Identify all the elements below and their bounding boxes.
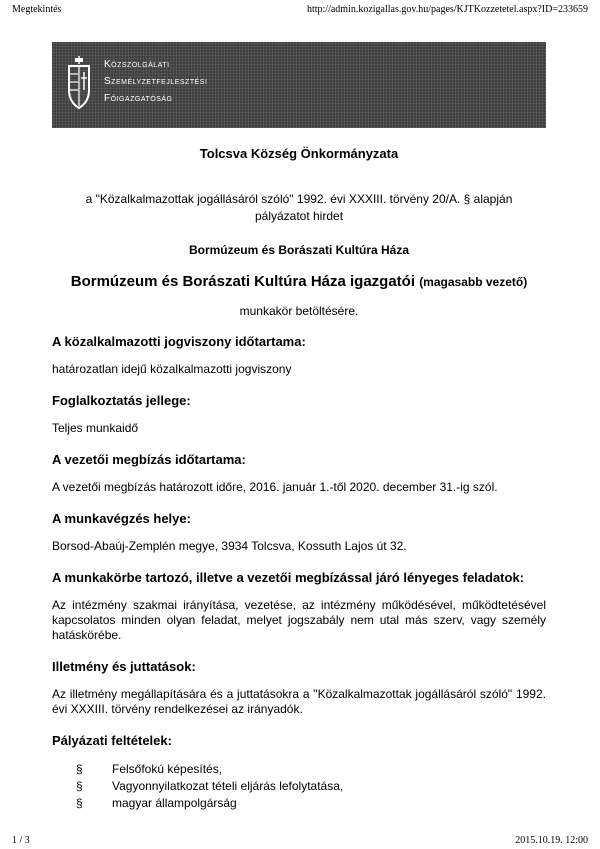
conditions-list [52,762,546,810]
legal-basis-line: a "Közalkalmazottak jogállásáról szóló" 1992. évi XXXIII. törvény 20/A. § alapján [85,192,513,206]
section-body: A vezetői megbízás határozott időre, 2016. január 1.-től 2020. december 31.-ig szól. [52,480,498,494]
print-page-title: Megtekintés [12,4,62,15]
agency-name-line: Személyzetfejlesztési [104,76,208,87]
agency-name-line: Főigazgatóság [104,93,173,104]
position-level: (magasabb vezető) [419,275,528,289]
section-heading: Pályázati feltételek: [52,733,172,748]
print-datetime: 2015.10.19. 12:00 [515,835,588,846]
agency-banner [52,42,546,128]
coat-of-arms-icon [66,56,92,114]
section-heading: A munkavégzés helye: [52,511,191,526]
section-body: Az intézmény szakmai irányítása, vezetése, az intézmény működésével, működtetésével kapcsolatos minden olyan feladat, melyet jogszabály nem utal más szerv, vagy személy hatáskörébe. [52,598,546,642]
organization-name: Tolcsva Község Önkormányzata [199,146,399,161]
job-posting [52,146,546,813]
section-heading: Illetmény és juttatások: [52,659,196,674]
section-body: Az illetmény megállapítására és a juttatásokra a "Közalkalmazottak jogállásáról szóló" 1992. évi XXXIII. törvény rendelkezései az irányadók. [52,687,546,716]
section-mark: § [76,779,83,793]
condition-text: magyar állampolgárság [112,796,237,810]
condition-text: Vagyonnyilatkozat tételi eljárás lefolytatása, [112,779,344,793]
institution-name: Bormúzeum és Borászati Kultúra Háza [188,243,410,257]
list-item [76,796,546,810]
legal-basis-line: pályázatot hirdet [254,209,344,223]
section-mark: § [76,796,83,810]
condition-text: Felsőfokú képesítés, [112,762,223,776]
section-body: Borsod-Abaúj-Zemplén megye, 3934 Tolcsva, Kossuth Lajos út 32. [52,539,407,553]
position-fill-text: munkakör betöltésére. [239,304,359,318]
section-heading: Foglalkoztatás jellege: [52,393,191,408]
section-body: határozatlan idejű közalkalmazotti jogviszony [52,362,292,376]
page-counter: 1 / 3 [12,835,30,846]
list-item [76,762,546,776]
agency-name [104,56,207,107]
print-url: http://admin.kozigallas.gov.hu/pages/KJTKozzetetel.aspx?ID=233659 [306,4,588,15]
section-mark: § [76,762,83,776]
section-heading: A munkakörbe tartozó, illetve a vezetői megbízással járó lényeges feladatok: [52,570,525,585]
position-title-text: Bormúzeum és Borászati Kultúra Háza igazgatói [70,273,416,290]
section-heading: A közalkalmazotti jogviszony időtartama: [52,334,306,349]
section-heading: A vezetői megbízás időtartama: [52,452,246,467]
section-body: Teljes munkaidő [52,421,139,435]
agency-name-line: Közszolgálati [104,59,170,70]
legal-basis [52,191,546,225]
list-item [76,779,546,793]
position-title [52,273,546,290]
